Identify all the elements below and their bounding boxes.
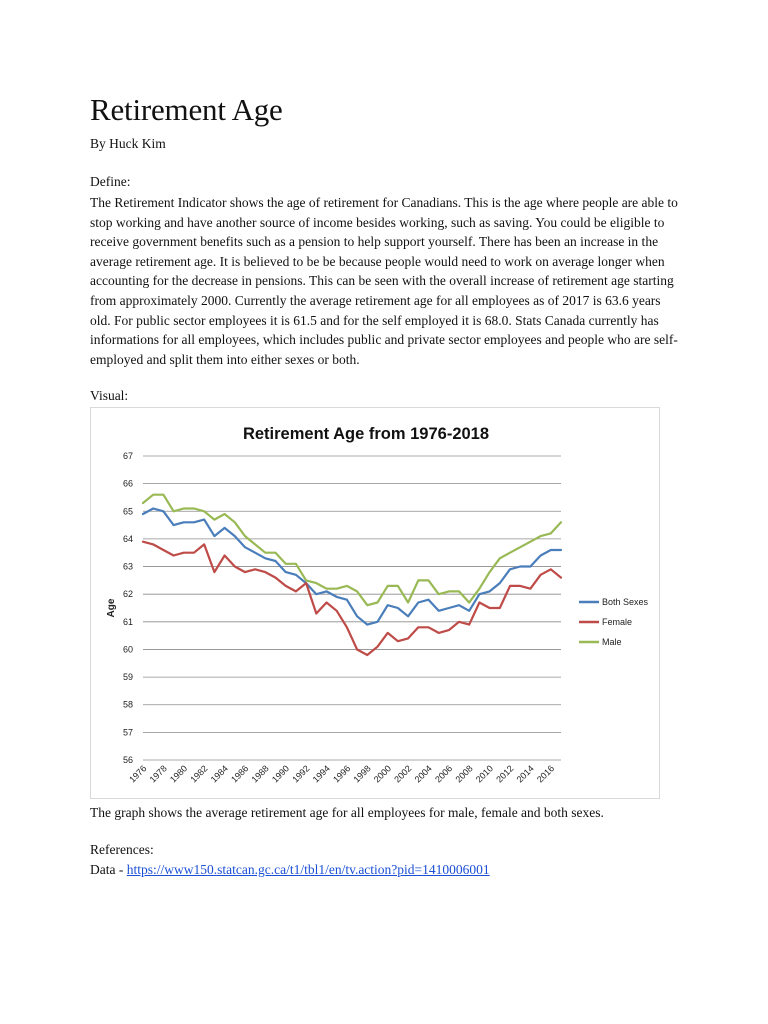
x-tick-label: 1996 (331, 763, 353, 785)
x-tick-label: 1994 (310, 763, 332, 785)
x-axis-ticks (127, 763, 556, 784)
x-tick-label: 2006 (433, 763, 455, 785)
y-tick-label: 56 (122, 755, 133, 765)
x-tick-label: 2010 (473, 763, 496, 785)
x-tick-label: 1978 (147, 763, 169, 785)
x-tick-label: 1982 (188, 763, 210, 785)
x-tick-label: 1986 (229, 763, 251, 785)
x-tick-label: 2012 (494, 763, 516, 785)
legend-label: Male (602, 637, 622, 647)
y-tick-label: 65 (122, 506, 133, 517)
x-tick-label: 1984 (208, 763, 230, 785)
x-tick-label: 2000 (371, 763, 394, 785)
x-tick-label: 2016 (534, 763, 557, 785)
retirement-age-chart (90, 407, 660, 799)
y-tick-label: 63 (122, 561, 133, 572)
x-tick-label: 1988 (249, 763, 271, 785)
chart-caption: The graph shows the average retirement age for all employees for male, female and both sexes. (90, 805, 604, 820)
statcan-data-link[interactable]: https://www150.statcan.gc.ca/t1/tbl1/en/tv.action?pid=1410006001 (126, 862, 490, 877)
x-tick-label: 1992 (290, 763, 312, 785)
x-tick-label: 1998 (351, 763, 373, 785)
x-tick-label: 2014 (514, 763, 536, 785)
y-tick-label: 64 (122, 533, 133, 544)
x-tick-label: 2002 (392, 763, 414, 785)
y-tick-label: 60 (122, 644, 133, 655)
x-tick-label: 1980 (167, 763, 190, 785)
y-axis-label: Age (106, 598, 117, 618)
legend-label: Both Sexes (602, 597, 649, 607)
y-tick-label: 67 (122, 451, 133, 461)
author-line: By Huck Kim (90, 136, 166, 151)
visual-label: Visual: (90, 388, 129, 403)
y-tick-label: 58 (122, 699, 133, 710)
chart-title: Retirement Age from 1976-2018 (242, 425, 490, 443)
y-axis-ticks (123, 451, 133, 765)
chart-legend (579, 597, 649, 647)
x-tick-label: 2008 (453, 763, 475, 785)
define-label: Define: (90, 174, 131, 189)
y-tick-label: 57 (122, 727, 133, 738)
x-tick-label: 1976 (127, 763, 149, 785)
y-tick-label: 62 (122, 589, 133, 600)
legend-label: Female (602, 617, 633, 627)
series-lines (143, 495, 561, 655)
x-tick-label: 2004 (412, 763, 434, 785)
y-tick-label: 66 (122, 478, 133, 489)
data-reference (90, 862, 490, 878)
define-paragraph: The Retirement Indicator shows the age of retirement for Canadians. This is the age where people are able to stop working and have another source of income besides working, such as saving. You could be eligible to receive government benefits such as a pension to help support yourself. There has been an increase in the average retirement age. It is believed to be be because people would need to work on average longer when accounting for the decrease in pensions. This can be seen with the overall increase of retirement age starting from approximately 2000. Currently the average retirement age for all employees as of 2017 is 63.6 years old. For public sector employees it is 61.5 and for the self employed it is 68.0. Stats Canada currently has informations for all employees, which includes public and private sector employees and people who are self-employed and split them into either sexes or both. (90, 195, 678, 367)
y-tick-label: 61 (122, 616, 133, 627)
page-title: Retirement Age (90, 92, 283, 127)
chart-canvas (91, 408, 659, 798)
references-label: References: (90, 842, 154, 857)
x-tick-label: 1990 (269, 763, 292, 785)
y-tick-label: 59 (122, 672, 133, 683)
data-prefix: Data - (90, 862, 127, 877)
